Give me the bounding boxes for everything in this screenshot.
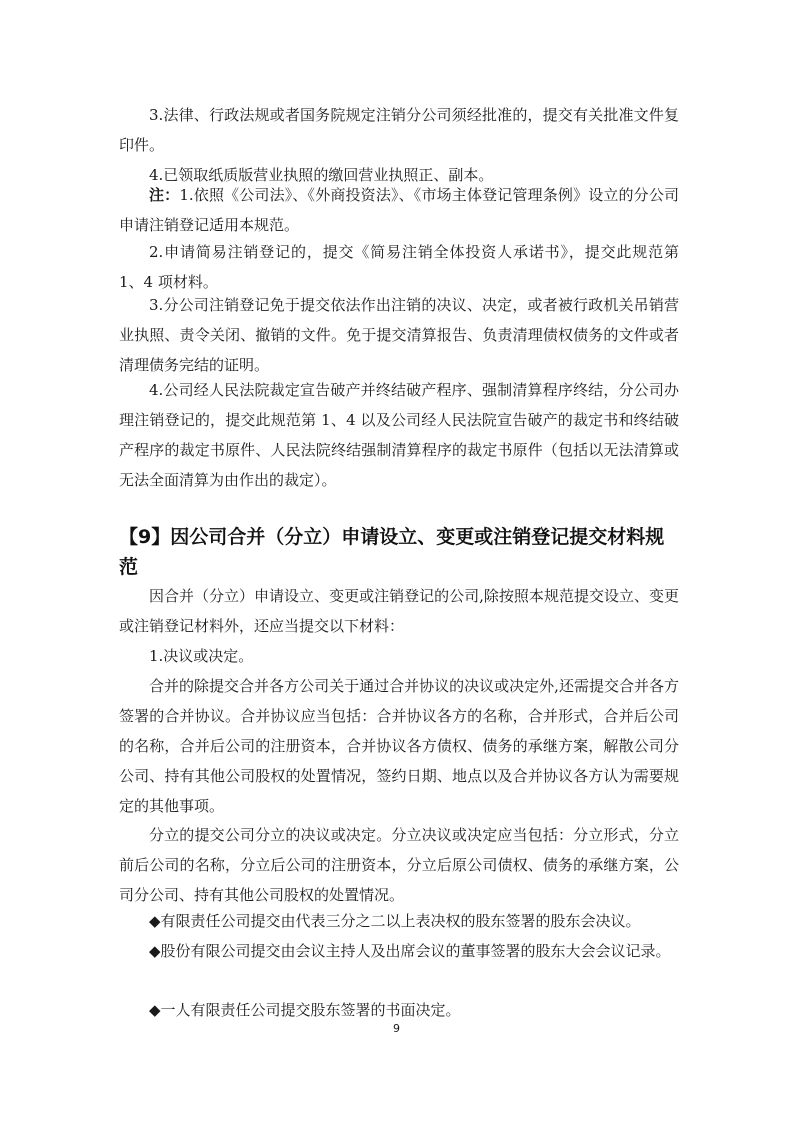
paragraph-merger-intro: 因合并（分立）申请设立、变更或注销登记的公司,除按照本规范提交设立、变更或注销登记材料外，还应当提交以下材料： [119,587,679,635]
paragraph-note-1 [119,180,679,240]
paragraph-note-4: 4.公司经人民法院裁定宣告破产并终结破产程序、强制清算程序终结，分公司办理注销登记的，提交此规范第 1、4 以及公司经人民法院宣告破产的裁定书和终结破产程序的裁定书原件、人民法院终结强制清算程序的裁定书原件（包括以无法清算或无法全面清算为由作出的裁定）。 [119,381,679,489]
paragraph-single-member-decision: ◆一人有限责任公司提交股东签署的书面决定。 [149,1001,461,1019]
paragraph-llc-resolution: ◆有限责任公司提交由代表三分之二以上表决权的股东签署的股东会决议。 [149,912,641,930]
paragraph-division-resolution: 分立的提交公司分立的决议或决定。分立决议或决定应当包括：分立形式，分立前后公司的名称，分立后公司的注册资本，分立后原公司债权、债务的承继方案，公司分公司、持有其他公司股权的处置情况。 [119,826,679,904]
paragraph-resolution-heading: 1.决议或决定。 [149,647,254,665]
note-label: 注： [149,186,180,204]
paragraph-note-3: 3.分公司注销登记免于提交依法作出注销的决议、决定，或者被行政机关吊销营业执照、责令关闭、撤销的文件。免于提交清算报告、负责清理债权债务的文件或者清理债务完结的证明。 [119,296,679,374]
paragraph-joint-stock-record: ◆股份有限公司提交由会议主持人及出席会议的董事签署的股东大会会议记录。 [149,942,671,960]
section-heading-9: 【9】因公司合并（分立）申请设立、变更或注销登记提交材料规范 [119,526,665,578]
paragraph-return-license: 4.已领取纸质版营业执照的缴回营业执照正、副本。 [149,166,494,184]
page-number: 9 [393,1022,400,1035]
paragraph-merger-agreement: 合并的除提交合并各方公司关于通过合并协议的决议或决定外,还需提交合并各方签署的合并协议。合并协议应当包括：合并协议各方的名称，合并形式，合并后公司的名称，合并后公司的注册资本，合并协议各方债权、债务的承继方案，解散公司分公司、持有其他公司股权的处置情况，签约日期、地点以及合并协议各方认为需要规定的其他事项。 [119,677,679,815]
note-1-text: 1.依照《公司法》、《外商投资法》、《市场主体登记管理条例》设立的分公司申请注销登记适用本规范。 [119,186,679,234]
paragraph-approval-documents: 3.法律、行政法规或者国务院规定注销分公司须经批准的，提交有关批准文件复印件。 [119,106,679,154]
paragraph-note-2: 2.申请简易注销登记的，提交《简易注销全体投资人承诺书》，提交此规范第 1、4 项材料。 [119,243,679,291]
